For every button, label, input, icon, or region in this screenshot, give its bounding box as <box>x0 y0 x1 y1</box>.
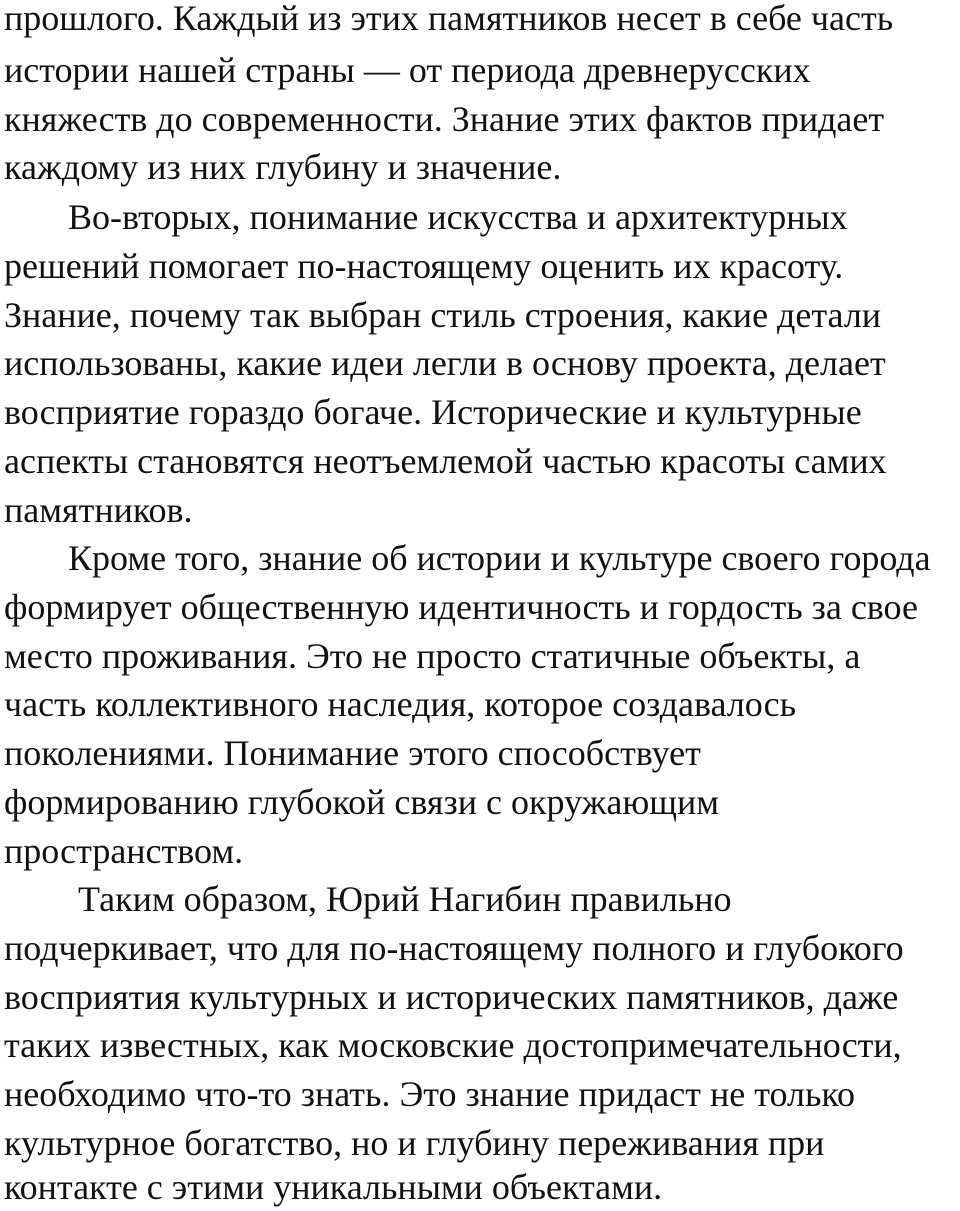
text-line: использованы, какие идеи легли в основу проекта, делает <box>4 343 886 383</box>
text-line: часть коллективного наследия, которое создавалось <box>4 684 797 724</box>
text-line: каждому из них глубину и значение. <box>4 147 562 187</box>
paragraph-first-line: Во-вторых, понимание искусства и архитектурных <box>68 197 848 237</box>
text-line: восприятие гораздо богаче. Исторические и культурные <box>4 392 862 432</box>
paragraph-first-line: Кроме того, знание об истории и культуре своего города <box>68 538 931 578</box>
text-line: контакте с этими уникальными объектами. <box>4 1167 663 1207</box>
text-line: культурное богатство, но и глубину переживания при <box>4 1123 825 1163</box>
text-line: прошлого. Каждый из этих памятников несет в себе часть <box>4 0 894 38</box>
text-line: памятников. <box>4 490 193 530</box>
text-line: княжеств до современности. Знание этих фактов придает <box>4 99 885 139</box>
text-line: пространством. <box>4 831 244 871</box>
text-line: формирует общественную идентичность и гордость за свое <box>4 587 918 627</box>
text-line: решений помогает по-настоящему оценить их красоту. <box>4 246 844 286</box>
text-line: истории нашей страны — от периода древнерусских <box>4 50 811 90</box>
text-line: Знание, почему так выбран стиль строения, какие детали <box>4 295 882 335</box>
paragraph-first-line: Таким образом, Юрий Нагибин правильно <box>78 879 732 919</box>
text-line: аспекты становятся неотъемлемой частью красоты самих <box>4 441 887 481</box>
text-line: таких известных, как московские достопримечательности, <box>4 1025 902 1065</box>
text-line: необходимо что-то знать. Это знание придаст не только <box>4 1074 856 1114</box>
text-line: поколениями. Понимание этого способствует <box>4 733 701 773</box>
text-line: место проживания. Это не просто статичные объекты, а <box>4 636 861 676</box>
text-line: подчеркивает, что для по-настоящему полного и глубокого <box>4 928 904 968</box>
text-line: восприятия культурных и исторических памятников, даже <box>4 977 899 1017</box>
text-line: формированию глубокой связи с окружающим <box>4 782 720 822</box>
